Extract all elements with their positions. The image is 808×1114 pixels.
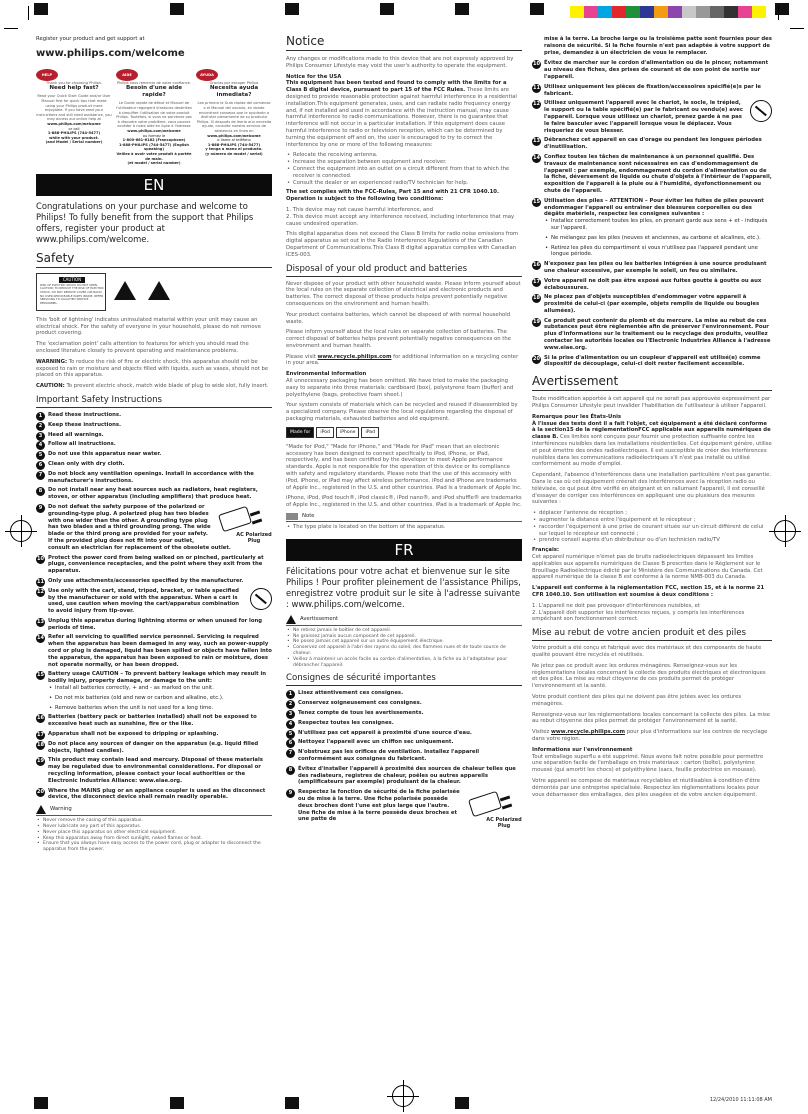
list-item: 1 Read these instructions. xyxy=(36,412,272,419)
crop-mark xyxy=(4,28,18,29)
cart-tipover-icon xyxy=(750,100,772,122)
us-text: Ces limites sont conçues pour fournir une protection suffisante contre les interférences nuisibles dans les installations résidentielles. Cet équipement génère, utilise et peut émettre des ondes radioélectriques. Il est susceptible de créer des interférences nuisibles dans les communications radioélectriques s'il n'est pas installé ou utilisé conformément au mode d'emploi. xyxy=(532,434,772,468)
congrats-text: Congratulations on your purchase and welcome to Philips! To fully benefit from the support that Philips offers, register your product at www.philips.com/welcome. xyxy=(36,200,254,244)
bullet: • raccorder l'équipement à une prise de courant située sur un circuit différent de celui sur lequel le récepteur est connecté ; xyxy=(532,524,772,538)
hotline-url[interactable]: www.philips.com/welcome xyxy=(127,128,181,133)
env-heading-fr: Informations sur l'environnement xyxy=(532,746,633,753)
env-text: Your system consists of materials which can be recycled and reused if disassembled by a specialized company. Please observe the local regulations regarding the disposal of packaging materials, exhausted batteries and old equipment. xyxy=(286,402,518,423)
disposal-text: Please inform yourself about the local rules on separate collection of batteries. The correct disposal of batteries helps prevent potentially negative consequences on the environment and human health. xyxy=(286,329,511,349)
disposal-visit-end: for additional information on a recycling center in your area. xyxy=(286,353,519,367)
usa-text: These limits are designed to provide reasonable protection against harmful interference in a residential installation.This equipment generates, uses, and can radiate radio frequency energy and, if not installed and used in accordance with the instruction manual, may cause harmful interference to radio communications. However, there is no guarantee that interference will not occur in a particular installation. If this equipment does cause harmful interference to radio or television reception, which can be determined by turning the equipment off and on, the user is encouraged to try to correct the interference by one or more of the following measures: xyxy=(286,87,517,148)
language-bar-en: EN xyxy=(36,174,272,196)
env-text-fr: Tout emballage superflu a été supprimé. Nous avons fait notre possible pour permettre une séparation facile de l'emballage en trois matériaux : carton (boîte), polystyrène moussé (qui amortit les chocs) et polyéthylène (sacs, feuille protectrice en mousse). xyxy=(532,753,764,774)
warning-header xyxy=(36,805,272,816)
bullet: • Never lubricate any part of this apparatus. xyxy=(36,824,272,830)
column-english xyxy=(36,36,272,853)
avertissement-header xyxy=(286,615,522,626)
hotline-title: Need help fast? xyxy=(49,85,99,92)
mise-text: Votre produit a été conçu et fabriqué avec des matériaux et des composants de haute qualité pouvant être recyclés et réutilisés. xyxy=(532,645,762,658)
list-item: 2 Keep these instructions. xyxy=(36,422,272,429)
list-item: 8 Évitez d'installer l'appareil à proximité des sources de chaleur telles que des radiateurs, registres de chaleur, poêles ou autres appareils (amplificateurs par exemple) produisant de la chaleur. xyxy=(286,766,522,786)
usa-heading: Notice for the USA xyxy=(286,73,342,80)
env-heading: Environmental information xyxy=(286,371,367,378)
fcc-bold: The set complies with the FCC-Rules, Part 15 and with 21 CFR 1040.10. Operation is subject to the following two conditions: xyxy=(286,189,499,203)
polarized-plug-icon xyxy=(216,504,272,544)
language-bar-fr: FR xyxy=(286,539,522,561)
hotline-lead: Philips vous remercie de votre confiance. xyxy=(116,80,192,85)
avertissement-heading: Avertissement xyxy=(532,374,772,391)
mise-visit-end: pour plus d'informations sur les centres de recyclage dans votre région. xyxy=(532,729,768,742)
list-item: 10 Évitez de marcher sur le cordon d'alimentation ou de le pincer, notamment au niveau des fiches, des prises de courant et de son point de sortie sur l'appareil. xyxy=(533,60,769,80)
bullet: • Consult the dealer or an experienced radio/TV technician for help. xyxy=(286,180,522,187)
crop-mark xyxy=(778,6,779,20)
iphone-badge: iPhone xyxy=(336,427,360,438)
list-item: 16 N'exposez pas les piles ou les batteries intégrées à une source produisant une chaleur excessive, par exemple le soleil, un feu ou similaire. xyxy=(533,261,767,274)
bullet: • Increase the separation between equipment and receiver. xyxy=(286,159,522,166)
list-item: 7 Do not block any ventilation openings. Install in accordance with the manufacturer's instructions. xyxy=(36,471,272,485)
hotline-title: Necesita ayuda inmediata? xyxy=(209,85,259,99)
bullet: • Keep this apparatus away from direct sunlight, naked flames or heat. xyxy=(36,836,272,842)
apple-text: iPhone, iPod, iPod touch®, iPod classic®, iPod nano®, and iPod shuffle® are trademarks of Apple Inc., registered in the U.S. and other countries. iPad is a trademark of Apple Inc. xyxy=(286,495,522,509)
bullet: • Installez correctement toutes les piles, en prenant garde aux sens + et - indiqués sur l'appareil. xyxy=(544,218,772,232)
bullet: • Ne retirez jamais le boîtier de cet appareil. xyxy=(286,628,522,634)
hotline-or: o llame al teléfono xyxy=(217,138,251,143)
list-item: 9 AC Polarized Plug Do not defeat the safety purpose of the polarized or grounding-type plug. A polarized plug has two blades with one wider than the other. A grounding type plug has two blades and a third grounding prong. The wide blade or the third prong are provided for your safety. If the provided plug does not fit into your outlet, consult an electrician for replacement of the obsolete outlet. xyxy=(36,504,272,552)
safety-list xyxy=(36,412,272,801)
usa-bold: This equipment has been tested and found to comply with the limits for a Class B digital device, pursuant to part 15 of the FCC Rules. xyxy=(286,80,507,94)
hotline-lead: Thank you for choosing Philips. xyxy=(46,80,102,85)
hotline-note: Veillez à avoir votre produit à portée de main. xyxy=(116,151,192,161)
fcc-item: 1. This device may not cause harmful interference, and xyxy=(286,206,433,213)
registration-mark-left xyxy=(10,520,32,542)
notice-text: Any changes or modifications made to this device that are not expressly approved by Philips Consumer Lifestyle may void the user's authority to operate the equipment. xyxy=(286,56,514,69)
hotline-serial: (et model / serial number) xyxy=(127,161,181,166)
list-item: 6 Clean only with dry cloth. xyxy=(36,461,272,468)
list-item: 14 Refer all servicing to qualified service personnel. Servicing is required when the apparatus has been damaged in any way, such as power-supply cord or plug is damaged, liquid has been spilled or objects have fallen into the apparatus, the apparatus has been exposed to rain or moisture, does not operate normally, or has been dropped. xyxy=(37,634,272,668)
list-item: 1 Lisez attentivement ces consignes. xyxy=(286,690,522,697)
list-item: 20 Si la prise d'alimentation ou un coupleur d'appareil est utilisé(e) comme dispositif de découplage, celui-ci doit rester facilement accessible. xyxy=(533,354,761,368)
env-text-fr: Votre appareil se compose de matériaux recyclables et réutilisables à condition d'être démontés par une entreprise spécialisée. Respectez les réglementations locales pour vous débarrasser des emballages, des piles usagées et de votre ancien équipement. xyxy=(532,777,760,798)
bullet: • Install all batteries correctly, + and - as marked on the unit. xyxy=(48,685,272,692)
hotline-fr xyxy=(116,67,192,171)
bullet: • Never place this apparatus on other electrical equipment. xyxy=(36,830,272,836)
list-item: 20 Where the MAINS plug or an appliance coupler is used as the disconnect device, the disconnect device shall remain readily operable. xyxy=(37,787,266,801)
help-stamp-icon: HELP xyxy=(36,69,58,81)
register-intro: Register your product and get support at xyxy=(36,36,145,42)
bullet: • Relocate the receiving antenna. xyxy=(286,152,522,159)
list-item: 18 Ne placez pas d'objets susceptibles d'endommager votre appareil à proximité de celui-ci (par exemple, objets remplis de liquide ou bougies allumées). xyxy=(533,294,760,314)
fcc-item: 1. L'appareil ne doit pas provoquer d'interférences nuisibles, et xyxy=(532,602,700,609)
ipad-badge: iPad xyxy=(361,427,379,438)
disposal-text: Your product contains batteries, which cannot be disposed of with normal household waste. xyxy=(286,311,511,325)
list-item: 12 Use only with the cart, stand, tripod, bracket, or table specified by the manufacturer or sold with the apparatus. When a cart is used, use caution when moving the cart/apparatus combination to avoid injury from tip-over. xyxy=(36,588,272,615)
note-title: Note xyxy=(302,513,315,520)
bullet: • augmenter la distance entre l'équipement et le récepteur ; xyxy=(532,517,772,524)
safety-instructions-heading: Important Safety Instructions xyxy=(36,395,272,408)
hotline-or: or call xyxy=(68,126,80,131)
list-item: 6 Nettoyez l'appareil avec un chiffon sec uniquement. xyxy=(286,739,522,746)
hotline-url[interactable]: www.philips.com/welcome xyxy=(47,121,101,126)
fr-congrats-text: Félicitations pour votre achat et bienvenue sur le site Philips ! Pour profiter pleinement de l'assistance Philips, enregistrez votre produit sur le site à l'adresse suivante : www.philips.com/welcome. xyxy=(286,565,521,609)
hotline-es xyxy=(196,67,272,171)
bullet: • Never remove the casing of this apparatus. xyxy=(36,818,272,824)
list-item: 8 Do not install near any heat sources such as radiators, heat registers, stoves, or other apparatus (including amplifiers) that produce heat. xyxy=(36,487,272,501)
hotline-phone-2: 1-888-PHILIPS (744-5477) (English speaking) xyxy=(119,142,189,152)
fcc-item: 2. This device must accept any interference received, including interference that may cause undesired operation. xyxy=(286,213,515,227)
list-item: 3 Tenez compte de tous les avertissements. xyxy=(286,710,522,717)
lightning-warning-icon xyxy=(114,281,136,300)
list-item: 7 N'obstruez pas les orifices de ventilation. Installez l'appareil conformément aux consignes du fabricant. xyxy=(286,749,522,763)
mise-text: Votre produit contient des piles qui ne doivent pas être jetées avec les ordures ménagères. xyxy=(532,693,742,707)
disposal-visit: Please visit xyxy=(286,353,316,360)
caution-text: To prevent electric shock, match wide blade of plug to wide slot, fully insert. xyxy=(66,383,269,390)
caution-small-text: RISK OF ELECTRIC SHOCK DO NOT OPEN. CAUTION: TO REDUCE THE RISK OF ELECTRIC SHOCK, DO NOT REMOVE COVER (OR BACK). NO USER-SERVICEABLE PARTS INSIDE. REFER SERVICING TO QUALIFIED SERVICE PERSONNEL. xyxy=(40,282,104,305)
warning-label: WARNING: xyxy=(36,358,68,365)
column-notice xyxy=(286,34,522,829)
env-text: All unnecessary packaging has been omitted. We have tried to make the packaging easy to separate into three materials: cardboard (box), polystyrene foam (buffer) and polyethylene (bags, protective foam sheet.) xyxy=(286,378,514,398)
consignes-heading: Consignes de sécurité importantes xyxy=(286,673,522,686)
disposal-text: Never dispose of your product with other household waste. Please inform yourself about the local rules on the separate collection of electrical and electronic products and batteries. The correct disposal of these products helps prevent potentially negative consequences on the environment and human health. xyxy=(286,280,521,307)
ipod-badge: iPod xyxy=(316,427,334,438)
made-for-label: Made for xyxy=(286,427,314,438)
exclamation-text: The 'exclamation point' calls attention to features for which you should read the enclosed literature closely to prevent operating and maintenance problems. xyxy=(36,341,249,354)
disposal-heading: Disposal of your old product and batteries xyxy=(286,264,522,277)
consignes-list xyxy=(286,690,522,830)
hotline-serial: (y número de model / serial) xyxy=(205,151,263,156)
crop-mark xyxy=(28,6,29,20)
usa-list xyxy=(286,152,522,186)
register-url[interactable]: www.philips.com/welcome xyxy=(36,47,185,59)
list-item: 19 Ce produit peut contenir du plomb et du mercure. La mise au rebut de ces substances peut être réglementée afin de préserver l'environnement. Pour plus d'informations sur le traitement ou le recyclage des produits, veuillez contacter les autorités locales ou l'Electronic Industries Alliance à l'adresse www.eiae.org. xyxy=(533,317,771,351)
cart-tipover-icon xyxy=(250,588,272,610)
bullet: • Do not mix batteries (old and new or carbon and alkaline, etc.). xyxy=(48,695,272,702)
safety-heading: Safety xyxy=(36,251,272,268)
us-bold: À l'issue des tests dont il a fait l'objet, cet équipement a été déclaré conforme à la section15 de la réglementationFCC applicable aux appareils numériques de classe B. xyxy=(532,420,771,441)
list-item: 15 Utilisation des piles – ATTENTION – Pour éviter les fuites de piles pouvant endommager l'appareil ou entraîner des blessures corporelles ou des dégâts matériels, respectez les consignes suivantes : • Installez correctement toutes les piles, en prenant garde aux sens + et - indiqués sur l'appareil. • Ne mélangez pas les piles (neuves et anciennes, au carbone et alcalines, etc.). • Retirez les piles du compartiment si vous n'utilisez pas l'appareil pendant une longue période. xyxy=(532,198,772,258)
warning-title: Warning xyxy=(50,806,72,813)
warning-list xyxy=(36,818,272,853)
made-for-badges xyxy=(286,427,522,438)
safety-symbols xyxy=(36,273,272,311)
bullet: • Connect the equipment into an outlet on a circuit different from that to which the receiver is connected. xyxy=(286,166,522,180)
bolt-text: This 'bolt of lightning' indicates uninsulated material within your unit may cause an electrical shock. For the safety of everyone in your household, please do not remove product covering. xyxy=(36,316,261,337)
bullet: • Ne mélangez pas les piles (neuves et anciennes, au carbone et alcalines, etc.). xyxy=(544,235,772,242)
registration-mark-bottom xyxy=(392,1085,414,1107)
help-stamp-icon: AIDE xyxy=(116,69,138,81)
list-item: 11 Only use attachments/accessories specified by the manufacturer. xyxy=(37,577,244,585)
list-item: 15 Battery usage CAUTION – To prevent battery leakage which may result in bodily injury, property damage, or damage to the unit: • Install all batteries correctly, + and - as marked on the unit. • Do not mix batteries (old and new or carbon and alkaline, etc.). • Remove batteries when the unit is not used for a long time. xyxy=(36,671,272,711)
list-item: 5 N'utilisez pas cet appareil à proximité d'une source d'eau. xyxy=(286,730,522,737)
mise-au-rebut-heading: Mise au rebut de votre ancien produit et des piles xyxy=(532,628,772,641)
bullet: • Veillez à maintenir un accès facile au cordon d'alimentation, à la fiche ou à l'adaptateur pour débrancher l'appareil. xyxy=(286,657,522,669)
plug-caption: AC Polarized Plug xyxy=(486,817,522,830)
caution-label-image xyxy=(36,273,106,311)
crop-mark xyxy=(790,28,804,29)
francais-text: Cet appareil numérique n'émet pas de bruits radioélectriques dépassant les limites applicables aux appareils numériques de Classe B prescrites dans le Règlement sur le Brouillage Radioélectrique édicté par le Ministère des Communications du Canada. Cet appareil numérique de la classe B est conforme à la norme NMB-003 du Canada. xyxy=(532,554,763,581)
warning-text: To reduce the risk of fire or electric shock, this apparatus should not be exposed to rain or moisture and objects filled with liquids, such as vases, should not be placed on this apparatus. xyxy=(36,358,269,379)
list-item: 19 This product may contain lead and mercury. Disposal of these materials may be regulated due to environmental considerations. For disposal or recycling information, please contact your local authorities or the Electronic Industries Alliance: www.eiae.org. xyxy=(37,757,263,784)
recycle-link[interactable]: www.recycle.philips.com xyxy=(317,353,392,360)
bullet: • The type plate is located on the bottom of the apparatus. xyxy=(286,524,522,531)
bullet: • Ne graissez jamais aucun composant de cet appareil. xyxy=(286,634,522,640)
us-list xyxy=(532,510,772,544)
bullet: • prendre conseil auprès d'un distributeur ou d'un technicien radio/TV xyxy=(532,537,772,544)
list-item: 14 Confiez toutes les tâches de maintenance à un personnel qualifié. Des travaux de maintenance sont nécessaires en cas d'endommagement de l'appareil : par exemple, endommagement du cordon d'alimentation ou de la fiche, déversement de liquide ou chute d'objets à l'intérieur de l'appareil, exposition de l'appareil à la pluie ou à l'humidité, dysfonctionnement ou chute de l'appareil. xyxy=(533,153,772,194)
list-item: 9 AC Polarized Plug Respectez la fonction de sécurité de la fiche polarisée ou de mise à la terre. Une fiche polarisée possède deux broches dont l'une est plus large que l'autre. Une fiche de mise à la terre possède deux broches et une patte de xyxy=(286,789,522,823)
bullet: • Conservez cet appareil à l'abri des rayons du soleil, des flammes nues et de toute source de chaleur. xyxy=(286,645,522,657)
list-item: 12 Utilisez uniquement l'appareil avec le chariot, le socle, le trépied, le support ou la table spécifié(e) par le fabricant ou vendu(e) avec l'appareil. Lorsque vous utilisez un chariot, prenez garde à ne pas le faire basculer avec l'appareil lorsque vous le déplacez. Vous risqueriez de vous blesser. xyxy=(532,100,772,134)
canada-text: This digital apparatus does not exceed the Class B limits for radio noise emissions from digital apparatus as set out in the Radio Interference Regulations of the Canadian Department of Communications.This Class B digital apparatus complies with Canadian ICES-003. xyxy=(286,231,519,258)
mise-text: Ne jetez pas ce produit avec les ordures ménagères. Renseignez-vous sur les réglementations locales concernant la collecte des produits électriques et électroniques et des piles. La mise au rebut citoyenne de ces produits permet de protéger l'environnement et la santé. xyxy=(532,662,766,690)
fcc-item: 2. L'appareil doit supporter les interférences reçues, y compris les interférences empêchant son fonctionnement correct. xyxy=(532,609,745,623)
continued-item-9: mise à la terre. La broche large ou la troisième patte sont fournies pour des raisons de sécurité. Si la fiche fournie n'est pas adaptée à votre support de prise, demandez à un électricien de vous le remplacer. xyxy=(544,36,772,56)
hotline-note: y tenga a mano el producto. xyxy=(205,147,263,152)
hotline-title: Besoin d'une aide rapide? xyxy=(126,85,182,99)
hotline-panel xyxy=(36,67,272,171)
mise-visit: Visitez xyxy=(532,729,550,736)
column-french xyxy=(532,36,772,802)
avertissement-text: Toute modification apportée à cet appareil qui ne serait pas approuvée expressément par Philips Consumer Lifestyle peut invalider l'habilitation de l'utilisateur à utiliser l'appareil. xyxy=(532,396,771,410)
hotline-body: Le Guide rapide de début et Manuel de l'utilisateur regorgent d'astuces destinées à simplifier l'utilisation de votre produit Philips. Toutefois, si vous ne parvenez pas à résoudre votre problème, vous pouvez accéder à notre aide en ligne à l'adresse xyxy=(116,101,192,129)
hotline-phone: 1-800-661-6162 (Francophone) xyxy=(122,138,186,143)
list-item: 4 Follow all instructions. xyxy=(36,441,272,448)
registration-mark-right xyxy=(774,520,796,542)
consignes-list-cont xyxy=(532,60,772,368)
list-item: 16 Batteries (battery pack or batteries installed) shall not be exposed to excessive heat such as sunshine, fire or the like. xyxy=(37,714,257,728)
bullet: • Retirez les piles du compartiment si vous n'utilisez pas l'appareil pendant une longue période. xyxy=(544,245,772,259)
hotline-or: ou formez le xyxy=(142,133,166,138)
mise-text: Renseignez-vous sur les réglementations locales concernant la collecte des piles. La mise au rebut citoyenne des piles permet de protéger l'environnement et la santé. xyxy=(532,711,771,725)
note-icon xyxy=(286,513,298,520)
hotline-serial: (and Model / Serial number) xyxy=(45,140,103,145)
hotline-en xyxy=(36,67,112,171)
list-item: 13 Unplug this apparatus during lightning storms or when unused for long periods of time. xyxy=(37,617,263,631)
list-item: 11 Utilisez uniquement les pièces de fixation/accessoires spécifié(e)s par le fabricant. xyxy=(533,83,761,97)
hotline-phone: 1-888-PHILIPS (744-5477) xyxy=(47,131,101,136)
us-heading: Remarque pour les États-Unis xyxy=(532,413,622,420)
avertissement-list xyxy=(286,628,522,669)
print-timestamp: 12/24/2010 11:11:08 AM xyxy=(709,1097,772,1103)
list-item: 17 Votre appareil ne doit pas être exposé aux fuites goutte à goutte ou aux éclaboussures. xyxy=(533,277,762,291)
bullet: • déplacer l'antenne de réception ; xyxy=(532,510,772,517)
bullet: • Ensure that you always have easy access to the power cord, plug or adaptor to disconnect the apparatus from the power. xyxy=(36,841,272,853)
note-header xyxy=(286,513,522,522)
list-item: 10 Protect the power cord from being walked on or pinched, particularly at plugs, convenience receptacles, and the point where they exit from the apparatus. xyxy=(37,554,264,575)
hotline-body: Lea primero la Guía rápida del comienzo o el Manual del usuario, en donde encontrará consejos que le ayudarán a disfrutar plenamente de su producto Philips. Si después de leerlo aún necesita ayuda, consulte nuestro servicio de asistencia en línea en xyxy=(196,101,272,133)
list-item: 18 Do not place any sources of danger on the apparatus (e.g. liquid filled objects, lighted candles). xyxy=(37,740,259,754)
note-list xyxy=(286,524,522,531)
hotline-note: while with your product. xyxy=(49,135,99,140)
list-item: 3 Heed all warnings. xyxy=(36,432,272,439)
help-stamp-icon: AYUDA xyxy=(196,69,218,81)
hotline-body: Read your Quick Start Guide and/or User Manual first for quick tips that make using your Philips product more enjoyable. If you have read your instructions and still need assistance, you may access our online help at xyxy=(36,94,112,122)
caution-label: CAUTION xyxy=(59,277,85,283)
list-item: 17 Apparatus shall not be exposed to dripping or splashing. xyxy=(37,731,219,739)
warning-triangle-icon xyxy=(36,805,46,814)
list-item: 5 Do not use this apparatus near water. xyxy=(36,451,272,458)
notice-heading: Notice xyxy=(286,34,522,51)
list-item: 4 Respectez toutes les consignes. xyxy=(286,720,522,727)
caution-label-2: CAUTION: xyxy=(36,383,65,390)
polarized-plug-icon xyxy=(466,789,522,829)
francais-heading: Français: xyxy=(532,547,560,554)
fcc-bold-fr: L'appareil est conforme à la réglementation FCC, section 15, et à la norme 21 CFR 1040.10. Son utilisation est soumise à deux conditions : xyxy=(532,585,765,598)
hotline-phone: 1-888-PHILIPS (744-5477) xyxy=(207,142,261,147)
plug-caption: AC Polarized Plug xyxy=(236,531,272,544)
bullet: • Remove batteries when the unit is not used for a long time. xyxy=(48,705,272,712)
us-text: Cependant, l'absence d'interférences dans une installation particulière n'est pas garantie. Dans le cas où cet équipement créerait des interférences avec la réception radio ou télévisée, ce qui peut être vérifié en éteignant et en rallumant l'appareil, il est conseillé d'essayer de corriger ces interférences en appliquant une ou plusieurs des mesures suivantes : xyxy=(532,472,772,506)
list-item: 2 Conservez soigneusement ces consignes. xyxy=(286,700,522,707)
print-color-bar-top xyxy=(0,0,808,20)
bullet: • Ne posez jamais cet appareil sur un autre équipement électrique. xyxy=(286,639,522,645)
exclamation-warning-icon xyxy=(148,281,170,300)
recycle-link-fr[interactable]: www.recycle.philips.com xyxy=(551,729,625,736)
avertissement-title: Avertissement xyxy=(300,615,339,622)
hotline-url[interactable]: www.philips.com/welcome xyxy=(207,133,261,138)
list-item: 13 Débranchez cet appareil en cas d'orage ou pendant les longues périodes d'inutilisation. xyxy=(533,137,762,151)
hotline-lead: Gracias por escoger Philips xyxy=(209,80,259,85)
warning-triangle-icon xyxy=(286,615,296,624)
apple-text: "Made for iPod," "Made for iPhone," and "Made for iPad" mean that an electronic accessory has been designed to connect specifically to iPod, iPhone, or iPad, respectively, and has been certified by the developer to meet Apple performance standards. Apple is not responsible for the operation of this device or its compliance with safety and regulatory standards. Please note that the use of this accessory with iPod, iPhone, or iPad may affect wireless performance. iPod and iPhone are trademarks of Apple Inc., registered in the U.S. and other countries. iPad is a trademark of Apple Inc. xyxy=(286,443,522,491)
